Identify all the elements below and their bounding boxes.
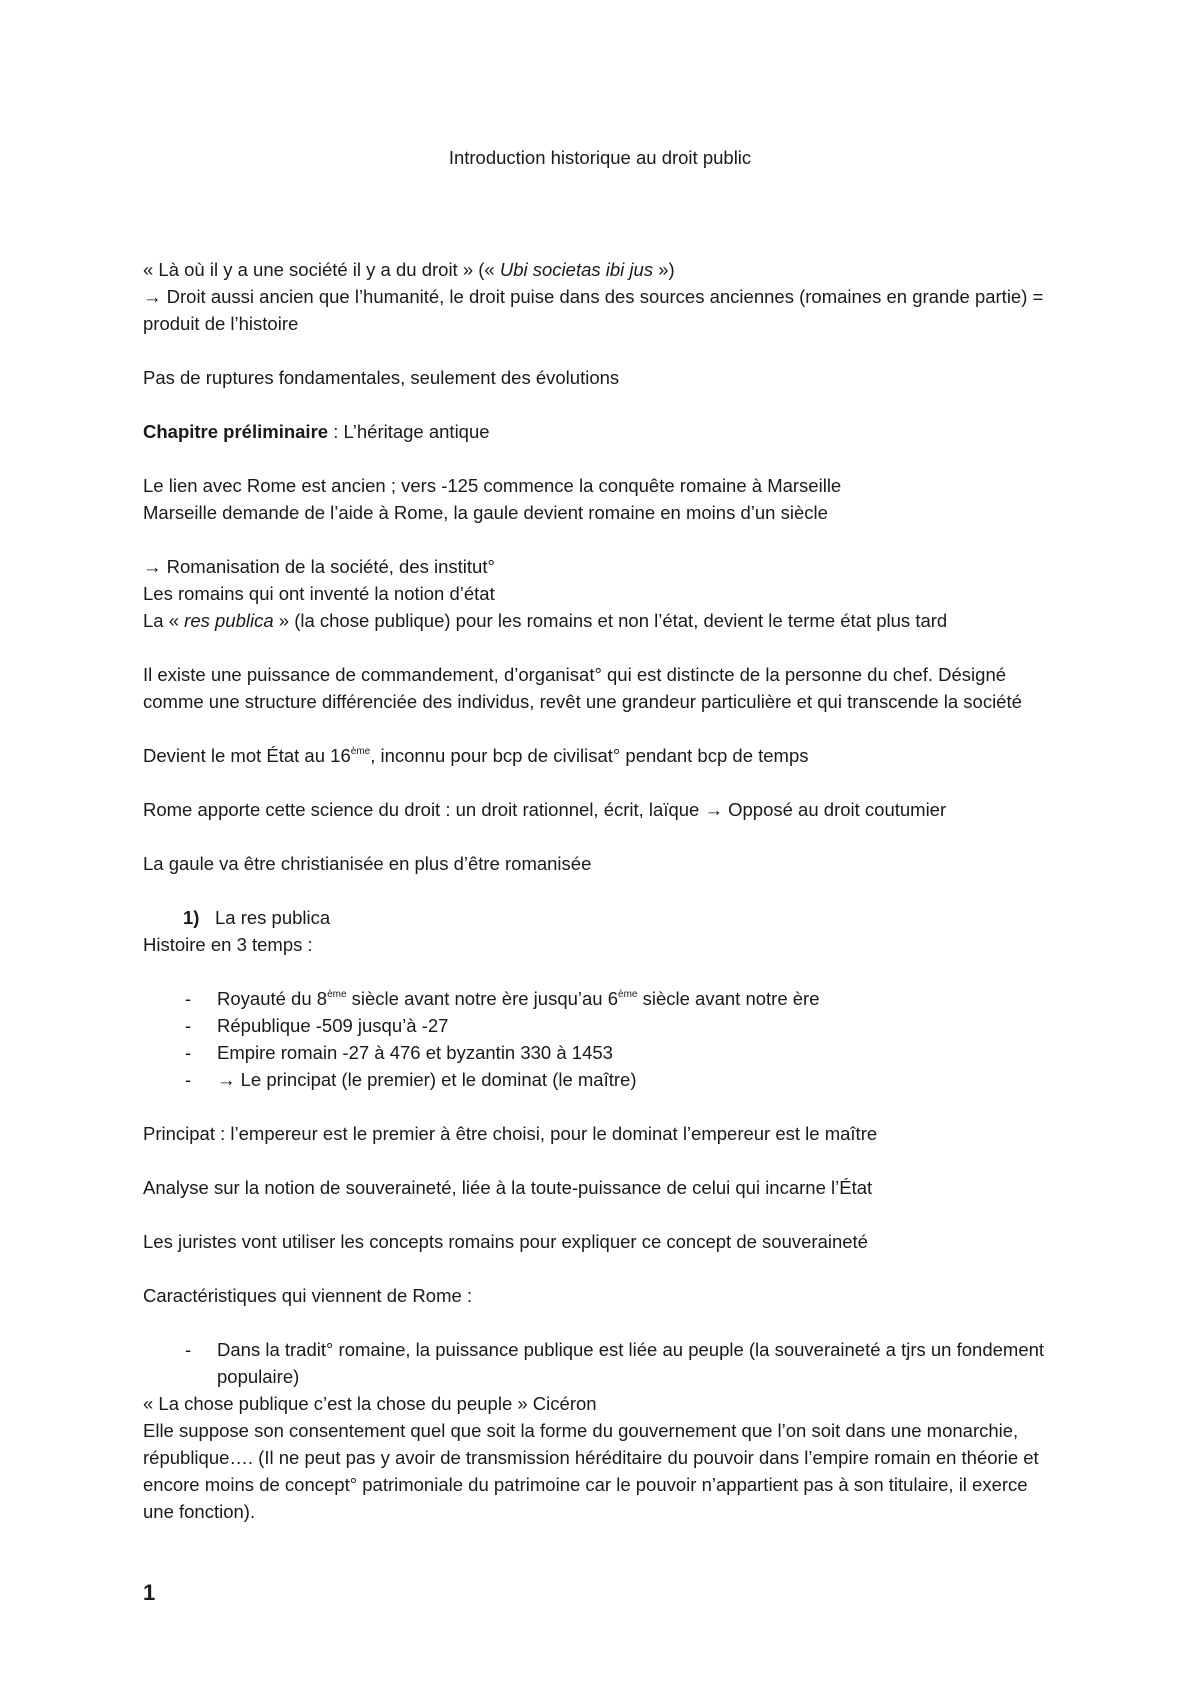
paragraph: Histoire en 3 temps : <box>143 934 313 955</box>
arrow-icon: → <box>704 799 723 820</box>
quote-line: « Là où il y a une société il y a du droit » (« Ubi societas ibi jus ») <box>143 259 675 280</box>
page-number: 1 <box>143 1580 156 1605</box>
chapter-heading: Chapitre préliminaire : L’héritage antique <box>143 421 490 442</box>
paragraph: Rome apporte cette science du droit : un droit rationnel, écrit, laïque → Opposé au droit coutumier <box>143 799 947 820</box>
paragraph: Caractéristiques qui viennent de Rome : <box>143 1285 473 1306</box>
arrow-icon: → <box>143 286 162 307</box>
list-item: - Empire romain -27 à 476 et byzantin 330 à 1453 <box>185 1042 613 1063</box>
paragraph: La « res publica » (la chose publique) pour les romains et non l’état, devient le terme état plus tard <box>143 610 948 631</box>
paragraph: Le lien avec Rome est ancien ; vers -125 commence la conquête romaine à Marseille <box>143 475 842 496</box>
list-item: - → Le principat (le premier) et le dominat (le maître) <box>185 1069 637 1090</box>
paragraph: La gaule va être christianisée en plus d’être romanisée <box>143 853 592 874</box>
paragraph: Analyse sur la notion de souveraineté, liée à la toute-puissance de celui qui incarne l’État <box>143 1177 873 1198</box>
paragraph: Les juristes vont utiliser les concepts romains pour expliquer ce concept de souveraineté <box>143 1231 868 1252</box>
paragraph: « La chose publique c’est la chose du peuple » Cicéron <box>143 1393 597 1414</box>
document-body <box>143 256 1063 1525</box>
paragraph: Devient le mot État au 16ème, inconnu pour bcp de civilisat° pendant bcp de temps <box>143 745 809 766</box>
paragraph: Principat : l’empereur est le premier à être choisi, pour le dominat l’empereur est le maître <box>143 1123 878 1144</box>
paragraph: Pas de ruptures fondamentales, seulement des évolutions <box>143 367 620 388</box>
list-item: - Royauté du 8ème siècle avant notre ère jusqu’au 6ème siècle avant notre ère <box>185 988 820 1009</box>
paragraph: Elle suppose son consentement quel que soit la forme du gouvernement que l’on soit dans une monarchie, république…. (Il ne peut pas y avoir de transmission héréditaire du pouvoir dans l’empire romain en théorie et encore moins de concept° patrimoniale du patrimoine car le pouvoir n’appartient pas à son titulaire, il exerce une fonction). <box>143 1420 1039 1522</box>
document-title: Introduction historique au droit public <box>448 147 752 168</box>
section-heading: 1) La res publica <box>183 907 331 928</box>
arrow-icon: → <box>143 556 162 577</box>
list-item: - Dans la tradit° romaine, la puissance publique est liée au peuple (la souveraineté a tjrs un fondement populaire) <box>185 1339 1045 1387</box>
arrow-icon: → <box>217 1069 236 1090</box>
paragraph: → Romanisation de la société, des institut° <box>143 556 495 577</box>
paragraph: → Droit aussi ancien que l’humanité, le droit puise dans des sources anciennes (romaines en grande partie) = produit de l’histoire <box>143 286 1044 334</box>
paragraph: Marseille demande de l’aide à Rome, la gaule devient romaine en moins d’un siècle <box>143 502 828 523</box>
paragraph: Il existe une puissance de commandement, d’organisat° qui est distincte de la personne du chef. Désigné comme une structure différenciée des individus, revêt une grandeur particulière et qui transcende la société <box>143 664 1022 712</box>
paragraph: Les romains qui ont inventé la notion d’état <box>143 583 495 604</box>
list-item: - République -509 jusqu’à -27 <box>185 1015 449 1036</box>
